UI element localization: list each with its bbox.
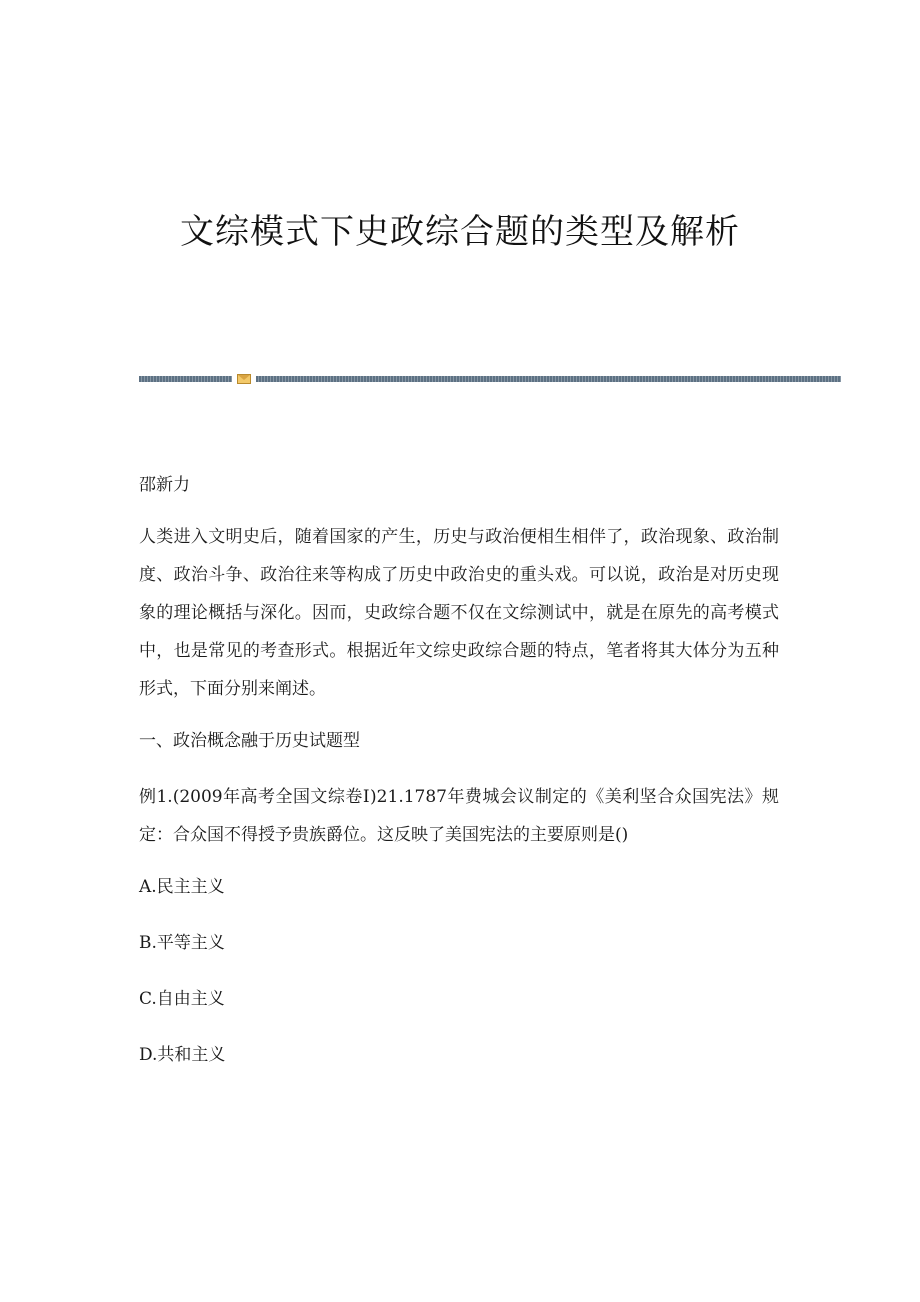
title-divider bbox=[139, 374, 841, 384]
document-body bbox=[139, 466, 779, 1092]
document-title: 文综模式下史政综合题的类型及解析 bbox=[180, 212, 740, 252]
envelope-icon bbox=[237, 374, 251, 384]
option-c: C.自由主义 bbox=[139, 989, 225, 1009]
option-b: B.平等主义 bbox=[139, 933, 225, 953]
divider-bar-right bbox=[256, 376, 841, 382]
author-name: 邵新力 bbox=[139, 475, 190, 495]
section-heading: 一、政治概念融于历史试题型 bbox=[139, 731, 360, 751]
option-d: D.共和主义 bbox=[139, 1045, 226, 1065]
intro-paragraph: 人类进入文明史后，随着国家的产生，历史与政治便相生相伴了，政治现象、政治制度、政治斗争、政治往来等构成了历史中政治史的重头戏。可以说，政治是对历史现象的理论概括与深化。因而，史政综合题不仅在文综测试中，就是在原先的高考模式中，也是常见的考查形式。根据近年文综史政综合题的特点，笔者将其大体分为五种形式，下面分别来阐述。 bbox=[139, 527, 779, 699]
example-question: 例1.(2009年高考全国文综卷Ⅰ)21.1787年费城会议制定的《美利坚合众国宪法》规定：合众国不得授予贵族爵位。这反映了美国宪法的主要原则是() bbox=[139, 787, 779, 845]
option-a: A.民主主义 bbox=[139, 877, 225, 897]
divider-bar-left bbox=[139, 376, 232, 382]
